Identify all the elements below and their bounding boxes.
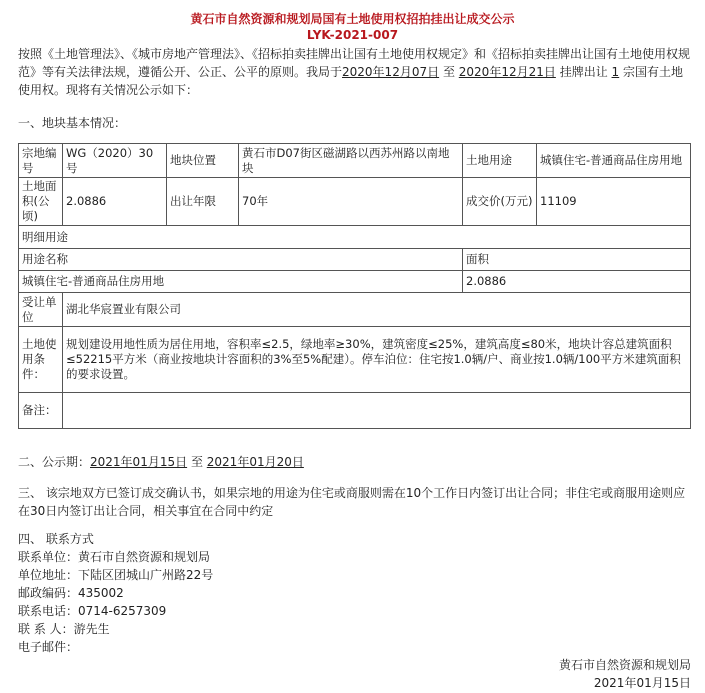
signature-org: 黄石市自然资源和规划局: [558, 658, 691, 672]
area: 2.0886: [63, 178, 167, 226]
detail-use-name: 城镇住宅-普通商品住房用地: [19, 271, 463, 293]
contact-phone: 联系电话：0714-6257309: [18, 604, 167, 618]
intro-text: 按照《土地管理法》、《城市房地产管理法》、《招标拍卖挂牌出让国有土地使用权规定》和《招标拍卖挂牌出让国有土地使用权规范》等有关法律法规，遵循公开、公正、公平的原则。我局于: [18, 47, 691, 79]
document-code: LYK-2021-007: [306, 28, 399, 42]
publicity-start: 2021年01月15日: [90, 455, 188, 469]
listing-end-date: 2020年12月21日: [458, 65, 556, 79]
term: 70年: [239, 178, 463, 226]
conditions: 规划建设用地性质为居住用地，容积率≤2.5，绿地率≥30%，建筑密度≤25%，建筑高度≤80米，地块计容总建筑面积≤52215平方米（商业按地块计容面积的3%至5%配建）。停车泊位：住宅按1.0辆/户、商业按1.0辆/100平方米建筑面积的要求设置。: [63, 327, 691, 393]
section1-heading: 一、地块基本情况：: [18, 116, 127, 130]
table-row: [19, 293, 691, 327]
detail-use-label: 明细用途: [19, 226, 691, 249]
remarks: [63, 393, 691, 429]
intro-text-end: 宗国有土地使用权。现将有关情况公示如下：: [18, 65, 684, 97]
conditions-label: 土地使用条件：: [19, 327, 63, 393]
contact-address: 单位地址：下陆区团城山广州路22号: [18, 568, 214, 582]
page-title: 黄石市自然资源和规划局国有土地使用权招拍挂出让成交公示: [190, 12, 515, 26]
contact-email: 电子邮件：: [18, 640, 79, 654]
publicity-to: 至: [190, 455, 203, 469]
detail-area: 2.0886: [463, 271, 691, 293]
land-use: 城镇住宅-普通商品住房用地: [537, 144, 691, 178]
term-label: 出让年限: [167, 178, 239, 226]
intro-paragraph: [18, 45, 690, 99]
intro-to: 至: [442, 65, 455, 79]
parcel-count: 1: [611, 65, 620, 79]
location: 黄石市D07街区磁湖路以西苏州路以南地块: [239, 144, 463, 178]
table-row: [19, 271, 691, 293]
table-row: [19, 144, 691, 178]
use-name-label: 用途名称: [19, 249, 463, 271]
assignee: 湖北华宸置业有限公司: [63, 293, 691, 327]
publicity-period: [18, 453, 690, 471]
land-use-label: 土地用途: [463, 144, 537, 178]
listing-start-date: 2020年12月07日: [342, 65, 440, 79]
contact-section: [18, 530, 213, 656]
parcel-table: [18, 143, 691, 429]
table-row: [19, 393, 691, 429]
price: 11109: [537, 178, 691, 226]
contact-heading: 四、 联系方式: [18, 532, 94, 546]
signature-block: [559, 656, 691, 692]
assignee-label: 受让单位: [19, 293, 63, 327]
table-row: [19, 178, 691, 226]
contract-terms: 三、 该宗地双方已签订成交确认书，如果宗地的用途为住宅或商服则需在10个工作日内签订出让合同；非住宅或商服用途则应在30日内签订出让合同，相关事宜在合同中约定: [18, 486, 686, 518]
location-label: 地块位置: [167, 144, 239, 178]
area-label: 土地面积(公顷): [19, 178, 63, 226]
intro-text-listing: 挂牌出让: [559, 65, 608, 79]
table-row: [19, 226, 691, 249]
publicity-end: 2021年01月20日: [206, 455, 304, 469]
signature-date: 2021年01月15日: [593, 676, 691, 690]
remarks-label: 备注：: [19, 393, 63, 429]
contact-person: 联 系 人：游先生: [18, 622, 110, 636]
contact-postcode: 邮政编码：435002: [18, 586, 124, 600]
contact-unit: 联系单位：黄石市自然资源和规划局: [18, 550, 211, 564]
table-row: [19, 327, 691, 393]
publicity-prefix: 二、公示期：: [18, 455, 91, 469]
parcel-no-label: 宗地编号: [19, 144, 63, 178]
parcel-no: WG（2020）30号: [63, 144, 167, 178]
table-row: [19, 249, 691, 271]
area-column-label: 面积: [463, 249, 691, 271]
price-label: 成交价(万元): [463, 178, 537, 226]
